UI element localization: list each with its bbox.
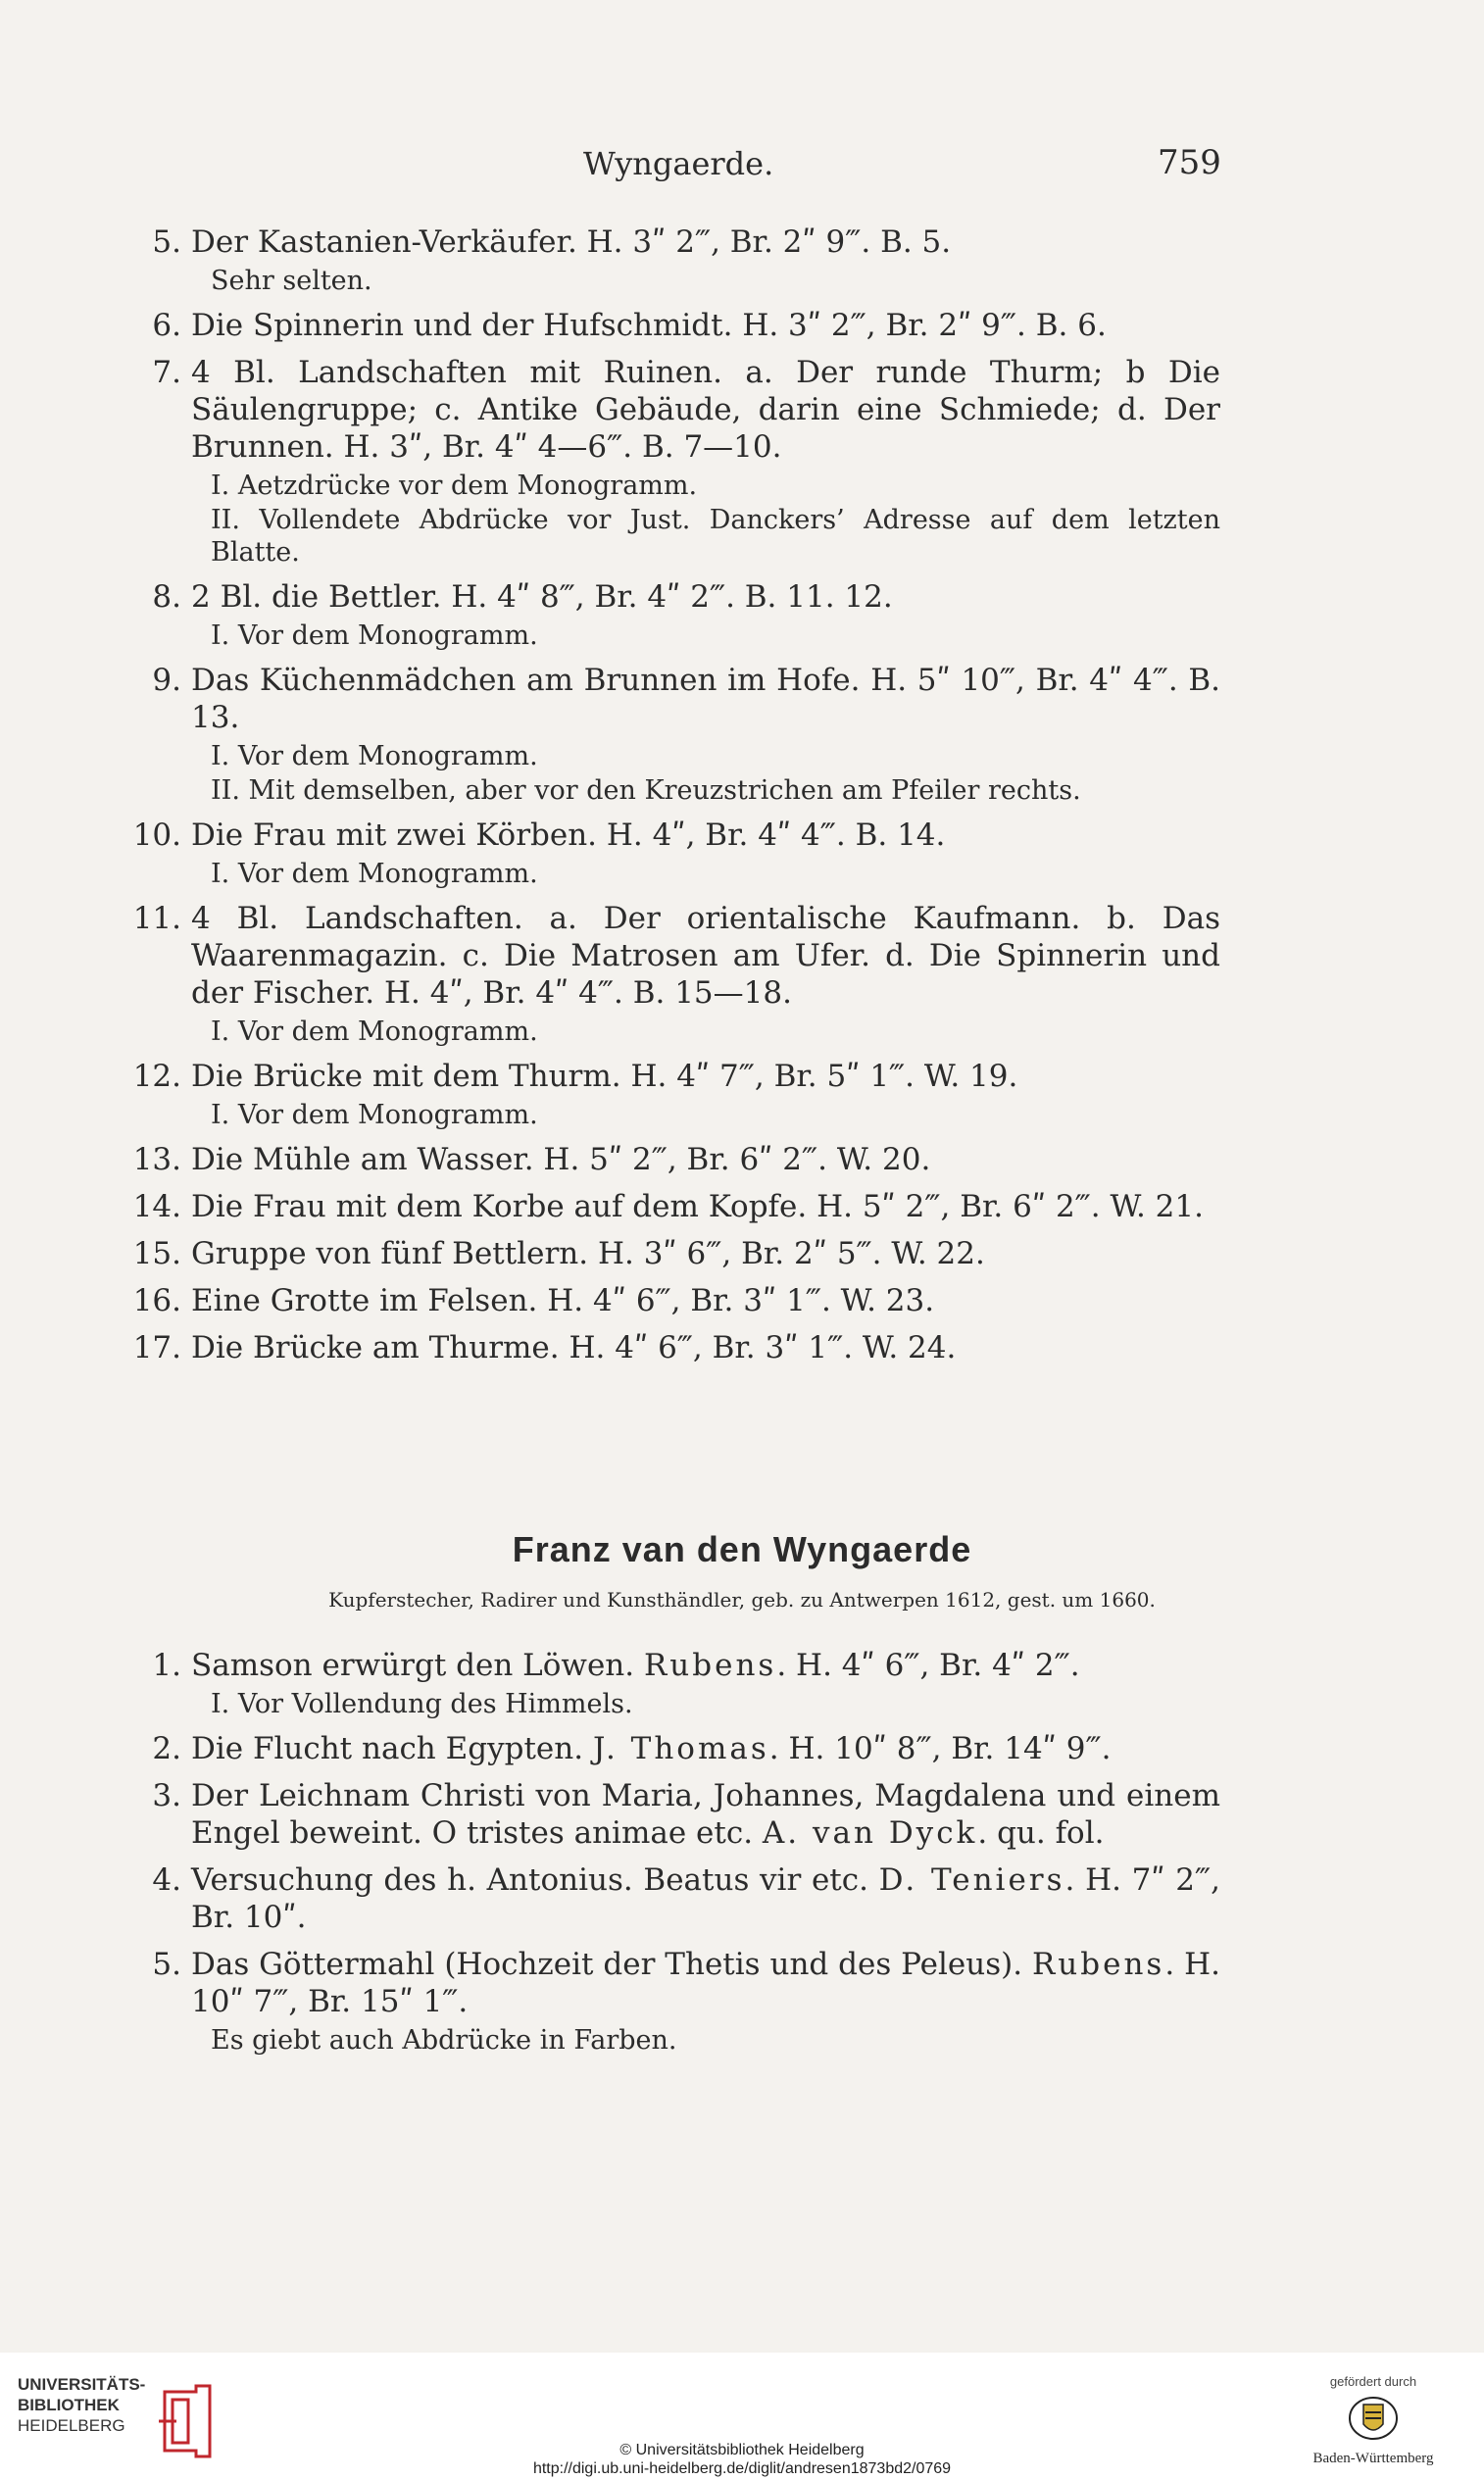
- footer-bar: [0, 2353, 1484, 2480]
- section-title: Franz van den Wyngaerde: [512, 1529, 972, 1569]
- running-title: Wyngaerde.: [583, 145, 774, 182]
- state-note: I. Vor dem Monogramm.: [211, 859, 538, 889]
- entry-number: 16.: [132, 1283, 181, 1318]
- entry-text: Die Frau mit zwei Körben. H. 4ʺ, Br. 4ʺ 4‴. B. 14.: [191, 818, 946, 853]
- entry-text: . H. 10ʺ 7‴, Br. 15ʺ 1‴.: [191, 1947, 1220, 2019]
- catalogue-entry: [123, 578, 1220, 652]
- entry-number: 15.: [132, 1236, 181, 1271]
- entry-text: . qu. fol.: [977, 1815, 1105, 1851]
- catalogue-entry: [123, 307, 1220, 344]
- page-number: 759: [1158, 143, 1221, 182]
- artist-name: A. van Dyck: [762, 1815, 978, 1851]
- page-header: [0, 145, 1484, 194]
- entry-number: 14.: [132, 1189, 181, 1224]
- entry-text: . H. 4ʺ 6‴, Br. 4ʺ 2‴.: [776, 1648, 1080, 1683]
- entry-number: 9.: [152, 663, 181, 698]
- entry-number: 5.: [152, 1947, 181, 1982]
- catalogue-entry: [123, 1058, 1220, 1131]
- entry-number: 1.: [152, 1648, 181, 1683]
- entry-text: Versuchung des h. Antonius. Beatus vir etc.: [191, 1862, 879, 1898]
- entry-number: 8.: [152, 579, 181, 615]
- catalogue-entry: [123, 1647, 1220, 1720]
- entry-text: . H. 10ʺ 8‴, Br. 14ʺ 9‴.: [768, 1731, 1112, 1766]
- catalogue-entry: [123, 1777, 1220, 1852]
- state-note: I. Vor dem Monogramm.: [211, 1100, 538, 1130]
- funder-block: [1290, 2374, 1457, 2467]
- copyright-text: © Universitätsbibliothek Heidelberg: [619, 2442, 865, 2458]
- catalogue-entry: [123, 1329, 1220, 1366]
- state-note: Sehr selten.: [211, 266, 372, 296]
- catalogue-entry: [123, 1946, 1220, 2057]
- entry-text: Das Küchenmädchen am Brunnen im Hofe. H. 5ʺ 10‴, Br. 4ʺ 4‴. B. 13.: [191, 663, 1220, 735]
- entry-text: Der Kastanien-Verkäufer. H. 3ʺ 2‴, Br. 2ʺ 9‴. B. 5.: [191, 224, 952, 260]
- entry-text: Samson erwürgt den Löwen.: [191, 1648, 644, 1683]
- entry-number: 3.: [152, 1778, 181, 1813]
- entry-number: 5.: [152, 224, 181, 260]
- catalogue-entry: [123, 900, 1220, 1048]
- catalogue-entry: [123, 1861, 1220, 1936]
- catalogue-entry: [123, 662, 1220, 807]
- entry-text: Die Spinnerin und der Hufschmidt. H. 3ʺ 2‴, Br. 2ʺ 9‴. B. 6.: [191, 308, 1107, 343]
- entry-text: Der Leichnam Christi von Maria, Johannes, Magdalena und einem Engel beweint. O tristes animae etc.: [191, 1778, 1220, 1851]
- entry-text: . H. 7ʺ 2‴, Br. 10ʺ.: [191, 1862, 1220, 1935]
- state-note: II. Vollendete Abdrücke vor Just. Danckers’ Adresse auf dem letzten Blatte.: [211, 505, 1220, 568]
- catalogue-entry: [123, 1141, 1220, 1178]
- artist-name: Rubens: [643, 1648, 777, 1683]
- entry-text: Die Mühle am Wasser. H. 5ʺ 2‴, Br. 6ʺ 2‴. W. 20.: [191, 1142, 931, 1177]
- artist-name: D. Teniers: [878, 1862, 1065, 1898]
- library-logo[interactable]: [18, 2374, 145, 2436]
- entry-text: Eine Grotte im Felsen. H. 4ʺ 6‴, Br. 3ʺ 1‴. W. 23.: [191, 1283, 935, 1318]
- artist-name: Rubens: [1031, 1947, 1165, 1982]
- entry-number: 6.: [152, 308, 181, 343]
- state-note: II. Mit demselben, aber vor den Kreuzstrichen am Pfeiler rechts.: [211, 775, 1081, 806]
- catalogue-entries-part2: [123, 1647, 1220, 2066]
- catalogue-entry: [123, 1188, 1220, 1225]
- artist-name: J. Thomas: [592, 1731, 769, 1766]
- section-subtitle: Kupferstecher, Radirer und Kunsthändler, geb. zu Antwerpen 1612, gest. um 1660.: [328, 1588, 1156, 1612]
- state-note: I. Vor Vollendung des Himmels.: [211, 1689, 633, 1719]
- copyright-block: [0, 2441, 1484, 2478]
- entry-number: 10.: [132, 818, 181, 853]
- entry-number: 13.: [132, 1142, 181, 1177]
- state-note: I. Vor dem Monogramm.: [211, 741, 538, 771]
- entry-text: Die Frau mit dem Korbe auf dem Kopfe. H. 5ʺ 2‴, Br. 6ʺ 2‴. W. 21.: [191, 1189, 1204, 1224]
- state-crest-icon: [1348, 2395, 1399, 2442]
- entry-number: 7.: [152, 355, 181, 390]
- entry-number: 12.: [132, 1059, 181, 1094]
- entry-number: 4.: [152, 1862, 181, 1898]
- entry-text: Die Flucht nach Egypten.: [191, 1731, 593, 1766]
- catalogue-entry: [123, 817, 1220, 890]
- catalogue-entries-part1: [123, 223, 1220, 1376]
- state-note: I. Vor dem Monogramm.: [211, 620, 538, 651]
- catalogue-entry: [123, 354, 1220, 569]
- entry-text: Das Göttermahl (Hochzeit der Thetis und des Peleus).: [191, 1947, 1032, 1982]
- entry-text: 2 Bl. die Bettler. H. 4ʺ 8‴, Br. 4ʺ 2‴. B. 11. 12.: [191, 579, 893, 615]
- permalink-url[interactable]: http://digi.ub.uni-heidelberg.de/diglit/andresen1873bd2/0769: [532, 2460, 952, 2477]
- entry-number: 17.: [132, 1330, 181, 1365]
- catalogue-entry: [123, 1282, 1220, 1319]
- entry-text: Die Brücke am Thurme. H. 4ʺ 6‴, Br. 3ʺ 1‴. W. 24.: [191, 1330, 957, 1365]
- catalogue-entry: [123, 1730, 1220, 1767]
- entry-number: 2.: [152, 1731, 181, 1766]
- state-note: Es giebt auch Abdrücke in Farben.: [211, 2025, 677, 2056]
- entry-number: 11.: [132, 901, 181, 936]
- catalogue-entry: [123, 1235, 1220, 1272]
- library-name: UNIVERSITÄTS- BIBLIOTHEK HEIDELBERG: [18, 2375, 146, 2435]
- funder-name: Baden-Württemberg: [1312, 2451, 1434, 2466]
- catalogue-entry: [123, 223, 1220, 297]
- state-note: I. Vor dem Monogramm.: [211, 1017, 538, 1047]
- entry-text: 4 Bl. Landschaften. a. Der orientalische Kaufmann. b. Das Waarenmagazin. c. Die Matrosen am Ufer. d. Die Spinnerin und der Fischer. H. 4ʺ, Br. 4ʺ 4‴. B. 15—18.: [191, 901, 1220, 1011]
- state-note: I. Aetzdrücke vor dem Monogramm.: [211, 471, 698, 501]
- entry-text: 4 Bl. Landschaften mit Ruinen. a. Der runde Thurm; b Die Säulengruppe; c. Antike Gebäude, darin eine Schmiede; d. Der Brunnen. H. 3ʺ, Br. 4ʺ 4—6‴. B. 7—10.: [191, 355, 1220, 465]
- funder-label: gefördert durch: [1329, 2374, 1417, 2389]
- entry-text: Die Brücke mit dem Thurm. H. 4ʺ 7‴, Br. 5ʺ 1‴. W. 19.: [191, 1059, 1018, 1094]
- entry-text: Gruppe von fünf Bettlern. H. 3ʺ 6‴, Br. 2ʺ 5‴. W. 22.: [191, 1236, 985, 1271]
